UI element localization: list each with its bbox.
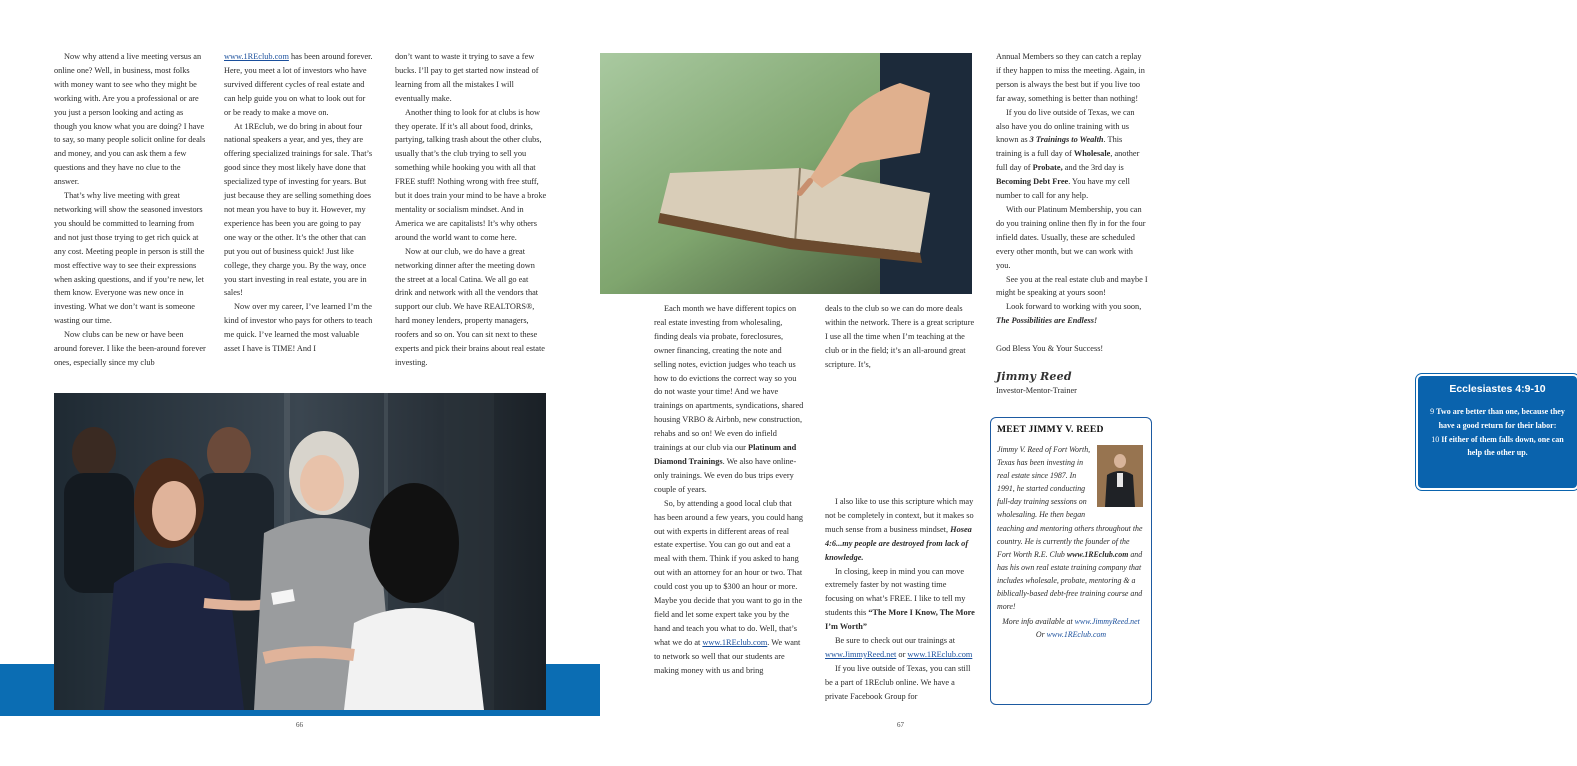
page-number: 67 (897, 721, 904, 729)
right-column-1 (654, 302, 804, 677)
paragraph: deals to the club so we can do more deals within the network. There is a great scripture I use all the time when I’m teaching at the club or in the field; it’s an all-around great scripture. It’s, (825, 304, 975, 369)
jimmyreed-link[interactable]: www.JimmyReed.net (1074, 617, 1140, 627)
left-page (0, 0, 600, 766)
paragraph: Annual Members so they can catch a replay if they happen to miss the meeting. Again, in person is always the best but if you live too far away, something is better than nothing! (996, 52, 1145, 103)
author-portrait (1097, 445, 1143, 507)
paragraph: So, by attending a good local club that has been around a few years, you could hang out with experts in different areas of real estate expertise. You can go out and eat a meal with them. Think if you asked to hang out with an attorney for an hour or two. That could cost you up to $300 an hour or more. Maybe you decide that you want to go in the field and let some expert take you by the hand and teach you what to do. Well, that’s what we do at www.1REclub.com. We want to network so well that our students are making money with us and bring (654, 498, 804, 675)
paragraph: Now over my career, I’ve learned I’m the kind of investor who pays for others to teach me quick. I’ve learned the most valuable asset I have is TIME! And I (224, 302, 373, 354)
paragraph: I also like to use this scripture which may not be completely in context, but it makes so much sense from a business mindset, Hosea 4:6...my people are destroyed from lack of knowledge. (825, 497, 974, 562)
author-photo (1097, 445, 1143, 507)
paragraph: Each month we have different topics on real estate investing from wholesaling, finding deals via probate, foreclosures, owner financing, creating the note and selling notes, eviction judges who teach us how to do evictions the correct way so you do not waste your time! And we have trainings on apartments, syndications, shared housing VRBO & Airbnb, new construction, rehabs and so on! We even do infield trainings at our club via our Platinum and Diamond Trainings. We also have online-only trainings. We even do bus trips every couple of years. (654, 304, 804, 494)
verse-text: 9 Two are better than one, because they have a good return for their labor: 10 If either of them falls down, one can help the other up. (1430, 407, 1565, 458)
club-link[interactable]: www.1REclub.com (702, 637, 768, 647)
paragraph: Another thing to look for at clubs is how they operate. If it’s all about food, drinks, partying, talking trash about the other clubs, usually that’s the club trying to sell you something while hooking you with all that FREE stuff! Nothing wrong with free stuff, but it does train your mind to be have a broke mentality or socialism mindset. And in America we are capitalists! It’s why others around the world want to come here. (395, 107, 547, 242)
paragraph: Look forward to working with you soon, The Possibilities are Endless! (996, 302, 1142, 326)
right-page (600, 0, 1565, 766)
jimmyreed-link[interactable]: www.JimmyReed.net (825, 649, 897, 659)
right-column-2 (825, 302, 975, 372)
more-info: More info available at www.JimmyReed.net Or www.1REclub.com (1002, 617, 1140, 640)
club-link[interactable]: www.1REclub.com (224, 52, 289, 61)
right-column-3 (996, 50, 1148, 398)
networking-photo (54, 393, 546, 710)
bio-title: MEET JIMMY V. REED (997, 424, 1104, 435)
paragraph: That’s why live meeting with great networking will show the seasoned investors you should be committed to learning from and not just those trying to get rich quick at any cost. Meeting people in person is still the most effective way to see their expressions when asking questions, and if you’re new, let them know. Everyone was new once in investing. What we don’t want is someone wasting our time. (54, 191, 205, 326)
author-role: Investor-Mentor-Trainer (996, 385, 1077, 395)
page-number: 66 (296, 721, 303, 729)
signature: Jimmy Reed (996, 369, 1072, 383)
paragraph: See you at the real estate club and maybe I might be speaking at yours soon! (996, 274, 1148, 298)
left-column-3 (395, 50, 547, 370)
paragraph: Be sure to check out our trainings at www.JimmyReed.net or www.1REclub.com (825, 636, 973, 659)
paragraph: If you do live outside of Texas, we can also have you do online training with us known as 3 Trainings to Wealth. This training is a full day of Wholesale, another full day of Probate, and the 3rd day is Becoming Debt Free. You have my cell number to call for any help. (996, 107, 1140, 201)
paragraph: Now why attend a live meeting versus an online one? Well, in business, most folks with money want to see who they might be working with. Are you a professional or are you just a person looking and acting as though you know what you are doing? I have to say, so many people solicit online for deals and money, and you can ask them a few questions and they have no clue to the answer. (54, 52, 206, 187)
paragraph: Now clubs can be new or have been around forever. I like the been-around forever ones, especially since my club (54, 330, 206, 367)
paragraph: In closing, keep in mind you can move extremely faster by not wasting time focusing on what’s FREE. I like to tell my students this “The More I Know, The More I’m Worth” (825, 566, 975, 632)
paragraph: www.1REclub.com has been around forever. Here, you meet a lot of investors who have survived different cycles of real estate and can help guide you on what to look out for or be ready to make a move on. (224, 52, 373, 117)
paragraph: If you live outside of Texas, you can still be a part of 1REclub online. We have a private Facebook Group for (825, 663, 971, 701)
bible-reading-photo (600, 53, 972, 294)
networking-illustration (54, 393, 546, 710)
paragraph: With our Platinum Membership, you can do you training online then fly in for the four infield dates. Usually, these are scheduled every other month, but we can work with you. (996, 204, 1146, 270)
paragraph: Now at our club, we do have a great networking dinner after the meeting down the street at a local Catina. We all go eat drink and network with all the vendors that support our club. We have REALTORS®, hard money lenders, property managers, roofers and so on. You can sit next to these experts and pick their brains about real estate investing. (395, 246, 545, 367)
paragraph: don’t want to waste it trying to save a few bucks. I’ll pay to get started now instead of learning from all the mistakes I will eventually make. (395, 52, 539, 103)
paragraph: At 1REclub, we do bring in about four national speakers a year, and yes, they are offering specialized trainings for sale. That’s good since they most likely have done that specialized type of investing for years. But just because they are selling something does not mean you have to buy it. However, my experience has been you are going to pay one way or the other. It’s the other that can put you out of business quick! Just like college, they charge you. By the way, once you start investing in real estate, you are in sales! (224, 121, 373, 298)
verse-title: Ecclesiastes 4:9-10 (1449, 383, 1546, 395)
club-link[interactable]: www.1REclub.com (1046, 630, 1107, 640)
left-column-2 (224, 50, 374, 356)
club-link[interactable]: www.1REclub.com (907, 649, 973, 659)
bible-illustration (600, 53, 972, 294)
author-bio-box (990, 417, 1152, 705)
blessing: God Bless You & Your Success! (996, 344, 1104, 354)
scripture-callout (1418, 376, 1577, 488)
right-column-2-continued (825, 495, 975, 704)
bio-text: Jimmy V. Reed of Fort Worth, Texas has been investing in real estate since 1987. In 1991, he started conducting full-day training sessions on wholesaling. He then began teaching and mentoring others throughout the country. He is currently the founder of the Fort Worth R.E. Club www.1REclub.com and has his own real estate training company that includes wholesale, probate, mentoring & a biblically-based debt-free training course and more! More info available at www.JimmyReed.net Or www.1REclub.com (997, 443, 1145, 641)
left-column-1 (54, 50, 206, 370)
